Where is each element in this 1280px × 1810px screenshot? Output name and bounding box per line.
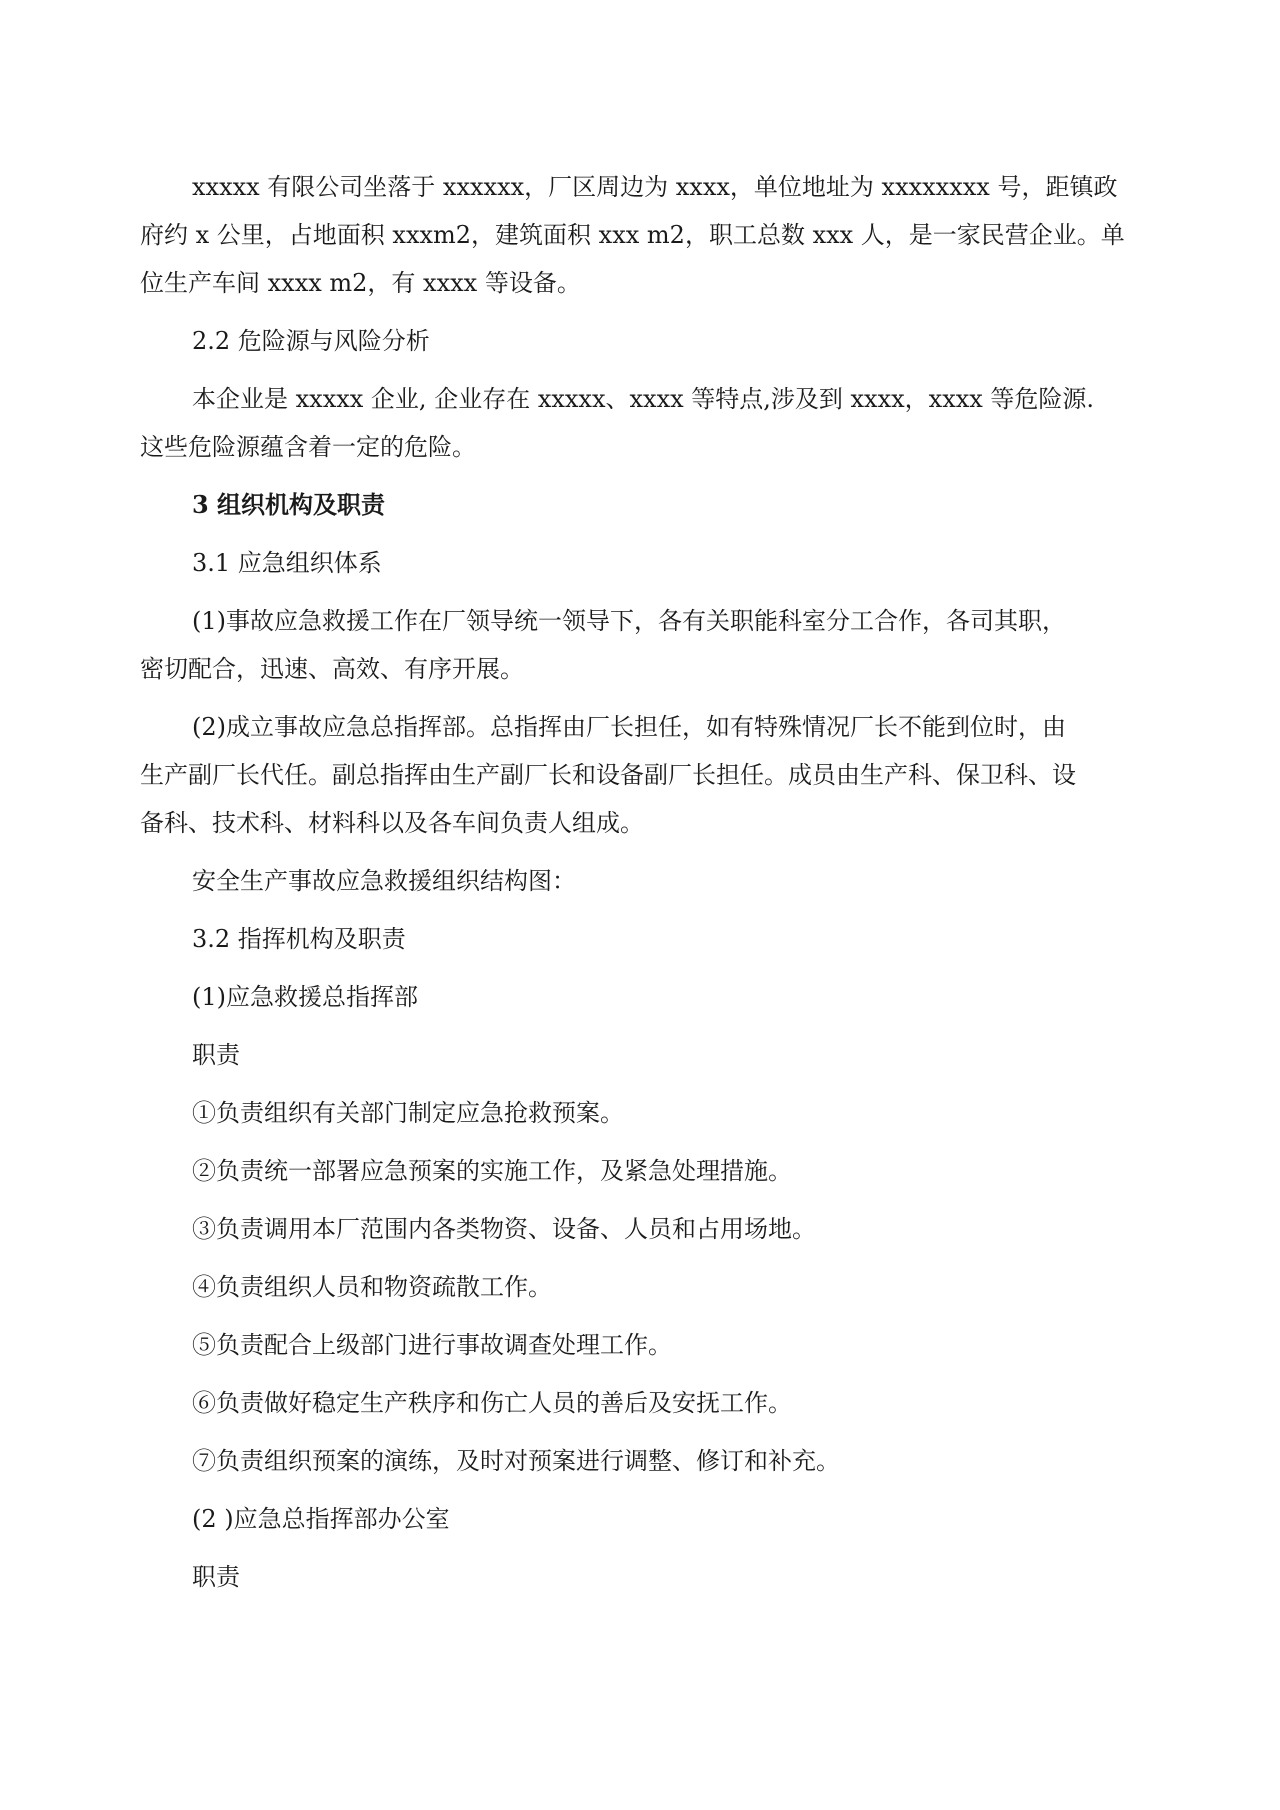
text-line: ②负责统一部署应急预案的实施工作，及紧急处理措施。 [192, 1157, 792, 1185]
duty-item [140, 1205, 1140, 1253]
duty-item [140, 1437, 1140, 1485]
text-line: 2.2 危险源与风险分析 [192, 327, 430, 355]
text-line: 生产副厂长代任。副总指挥由生产副厂长和设备副厂长担任。成员由生产科、保卫科、设 [140, 761, 1076, 789]
text-line: ③负责调用本厂范围内各类物资、设备、人员和占用场地。 [192, 1215, 816, 1243]
subsection-command-office [140, 1495, 1140, 1543]
label-duties [140, 1031, 1140, 1079]
text-line: ④负责组织人员和物资疏散工作。 [192, 1273, 552, 1301]
text-line: (2 )应急总指挥部办公室 [192, 1505, 450, 1533]
text-line: 职责 [192, 1563, 240, 1591]
text-line: ①负责组织有关部门制定应急抢救预案。 [192, 1099, 624, 1127]
duty-item [140, 1379, 1140, 1427]
text-line: 府约 x 公里，占地面积 xxxm2，建筑面积 xxx m2，职工总数 xxx 人，是一家民营企业。单 [140, 221, 1125, 249]
text-line: 3.1 应急组织体系 [192, 549, 382, 577]
text-line: 本企业是 xxxxx 企业, 企业存在 xxxxx、xxxx 等特点,涉及到 xxxx，xxxx 等危险源. [192, 385, 1095, 413]
text-line: ⑤负责配合上级部门进行事故调查处理工作。 [192, 1331, 672, 1359]
text-line: 位生产车间 xxxx m2，有 xxxx 等设备。 [140, 269, 581, 297]
paragraph-command-center [140, 703, 1140, 847]
text-line: (2)成立事故应急总指挥部。总指挥由厂长担任，如有特殊情况厂长不能到位时，由 [192, 713, 1066, 741]
paragraph-hazard-analysis [140, 375, 1140, 471]
duty-item [140, 1321, 1140, 1369]
text-line: 职责 [192, 1041, 240, 1069]
text-line: 密切配合，迅速、高效、有序开展。 [140, 655, 524, 683]
section-heading-3 [140, 481, 1140, 529]
text-line: ⑥负责做好稳定生产秩序和伤亡人员的善后及安抚工作。 [192, 1389, 792, 1417]
text-line: xxxxx 有限公司坐落于 xxxxxx，厂区周边为 xxxx，单位地址为 xxxxxxxx 号，距镇政 [192, 173, 1118, 201]
text-line: 安全生产事故应急救援组织结构图： [192, 867, 576, 895]
text-line: (1)应急救援总指挥部 [192, 983, 418, 1011]
paragraph-rescue-work [140, 597, 1140, 693]
text-line: 备科、技术科、材料科以及各车间负责人组成。 [140, 809, 644, 837]
section-heading-2-2 [140, 317, 1140, 365]
text-line: 3 组织机构及职责 [192, 490, 386, 519]
duty-item [140, 1089, 1140, 1137]
document-body [140, 163, 1140, 1601]
text-line: (1)事故应急救援工作在厂领导统一领导下，各有关职能科室分工合作，各司其职， [192, 607, 1066, 635]
section-heading-3-1 [140, 539, 1140, 587]
text-line: ⑦负责组织预案的演练，及时对预案进行调整、修订和补充。 [192, 1447, 840, 1475]
duty-item [140, 1263, 1140, 1311]
paragraph-org-chart-caption [140, 857, 1140, 905]
subsection-headquarters [140, 973, 1140, 1021]
text-line: 这些危险源蕴含着一定的危险。 [140, 433, 476, 461]
paragraph-company-overview [140, 163, 1140, 307]
duty-item [140, 1147, 1140, 1195]
label-duties [140, 1553, 1140, 1601]
section-heading-3-2 [140, 915, 1140, 963]
text-line: 3.2 指挥机构及职责 [192, 925, 406, 953]
